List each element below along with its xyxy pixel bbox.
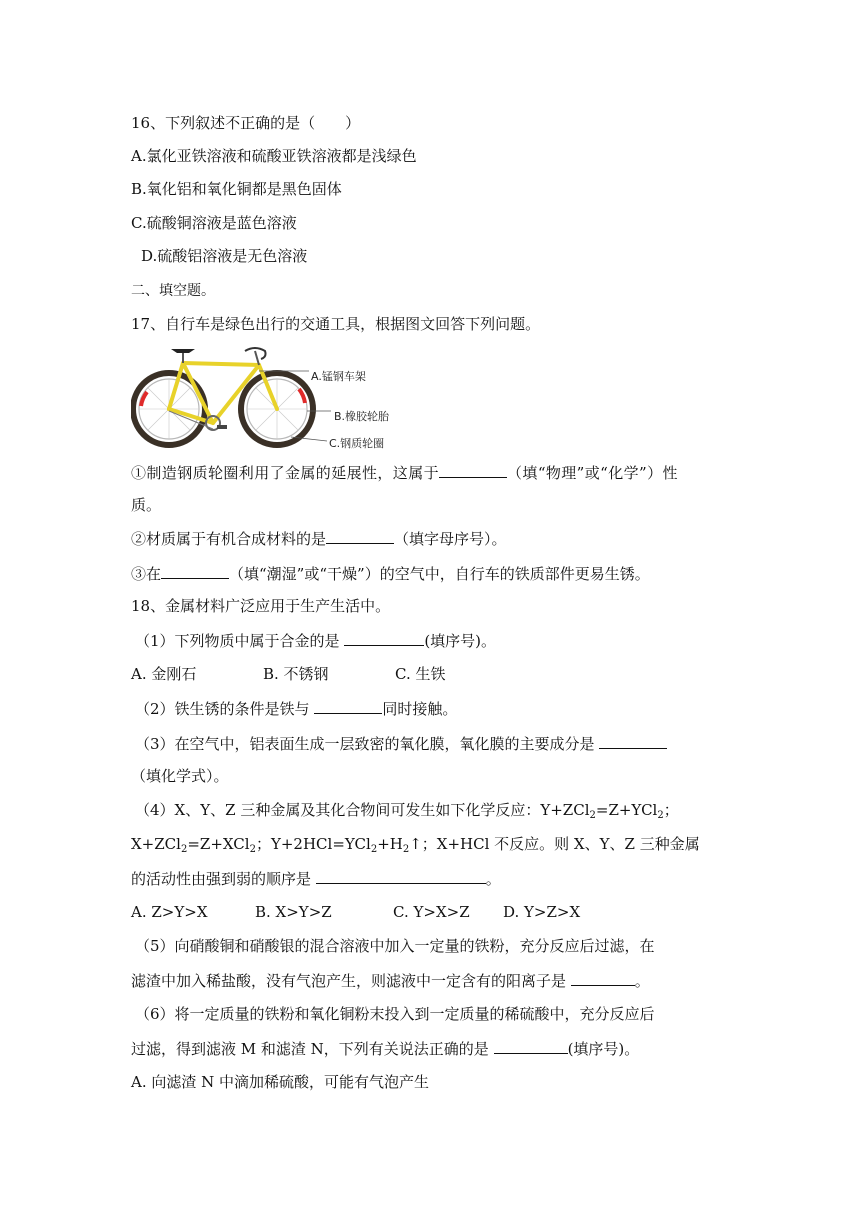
q16-stem: 16、下列叙述不正确的是（ ） <box>131 114 361 132</box>
q16-option-b: B.氧化铝和氧化铜都是黑色固体 <box>131 180 342 198</box>
q18-blank-6[interactable] <box>494 1038 568 1054</box>
q16-option-d: D.硫酸铝溶液是无色溶液 <box>141 247 308 265</box>
q18-blank-3[interactable] <box>599 733 667 749</box>
seat <box>171 349 195 353</box>
q18-part6-cont: 过滤，得到滤液 M 和滤渣 N，下列有关说法正确的是 (填序号)。 <box>131 1040 640 1058</box>
q18-p4-option-a: A. Z>Y>X <box>131 903 208 921</box>
q17-part3: ③在 （填“潮湿”或“干燥”）的空气中，自行车的铁质部件更易生锈。 <box>131 565 650 583</box>
q18-part3-cont: （填化学式）。 <box>131 767 229 785</box>
q18-blank-2[interactable] <box>314 698 382 714</box>
q18-stem: 18、金属材料广泛应用于生产生活中。 <box>131 597 391 615</box>
q16-option-a: A.氯化亚铁溶液和硫酸亚铁溶液都是浅绿色 <box>131 147 417 165</box>
q18-p4-option-b: B. X>Y>Z <box>255 903 332 921</box>
bicycle-illustration <box>131 341 401 453</box>
q17-blank-1[interactable] <box>439 462 507 478</box>
q18-part5-cont: 滤渣中加入稀盐酸，没有气泡产生，则滤液中一定含有的阳离子是 。 <box>131 972 650 990</box>
q18-part4-question: 的活动性由强到弱的顺序是 。 <box>131 870 501 888</box>
bicycle-figure <box>131 341 401 453</box>
front-reflector <box>299 389 305 403</box>
q18-blank-5[interactable] <box>571 970 635 986</box>
q18-p1-option-c: C. 生铁 <box>395 665 446 683</box>
label-rim: C.钢质轮圈 <box>329 437 385 450</box>
rear-reflector <box>141 392 147 406</box>
q18-p4-option-d: D. Y>Z>X <box>503 903 581 921</box>
q18-blank-4[interactable] <box>316 868 486 884</box>
q17-part1: ①制造钢质轮圈利用了金属的延展性，这属于 （填“物理”或“化学”）性 <box>131 464 678 482</box>
q18-part5: （5）向硝酸铜和硝酸银的混合溶液中加入一定量的铁粉，充分反应后过滤，在 <box>135 937 655 955</box>
q18-blank-1[interactable] <box>344 630 424 646</box>
label-frame: A.锰钢车架 <box>311 370 366 383</box>
q18-part4-options <box>131 902 580 922</box>
q18-part6: （6）将一定质量的铁粉和氧化铜粉末投入到一定质量的稀硫酸中，充分反应后 <box>135 1005 655 1023</box>
q18-part1: （1）下列物质中属于合金的是 (填序号)。 <box>135 632 497 650</box>
q17-stem: 17、自行车是绿色出行的交通工具，根据图文回答下列问题。 <box>131 315 541 333</box>
q18-part3: （3）在空气中，铝表面生成一层致密的氧化膜，氧化膜的主要成分是 <box>135 733 667 754</box>
section-heading: 二、填空题。 <box>131 283 215 299</box>
label-tire: B.橡胶轮胎 <box>334 410 390 423</box>
q18-part4: （4）X、Y、Z 三种金属及其化合物间可发生如下化学反应：Y+ZCl$_2$=Z+YCl$_2$； <box>135 801 679 821</box>
q17-part1-cont: 质。 <box>131 496 162 514</box>
q18-part2: （2）铁生锈的条件是铁与 同时接触。 <box>135 700 458 718</box>
q18-part6-option-a: A. 向滤渣 N 中滴加稀硫酸，可能有气泡产生 <box>131 1073 430 1091</box>
q17-blank-2[interactable] <box>326 528 394 544</box>
q17-part2: ②材质属于有机合成材料的是 （填字母序号）。 <box>131 530 507 548</box>
q18-p1-option-a: A. 金刚石 <box>131 665 197 683</box>
q18-p1-option-b: B. 不锈钢 <box>263 665 329 683</box>
q18-part1-options <box>131 664 445 684</box>
q18-part4-reactions: X+ZCl$_2$=Z+XCl$_2$；$Y+2HCl=YCl_2+H_2↑$；X+HCl 不反应。则 X、Y、Z 三种金属 <box>131 835 700 855</box>
q18-p4-option-c: C. Y>X>Z <box>393 903 470 921</box>
q17-blank-3[interactable] <box>161 563 229 579</box>
q16-option-c: C.硫酸铜溶液是蓝色溶液 <box>131 214 297 232</box>
